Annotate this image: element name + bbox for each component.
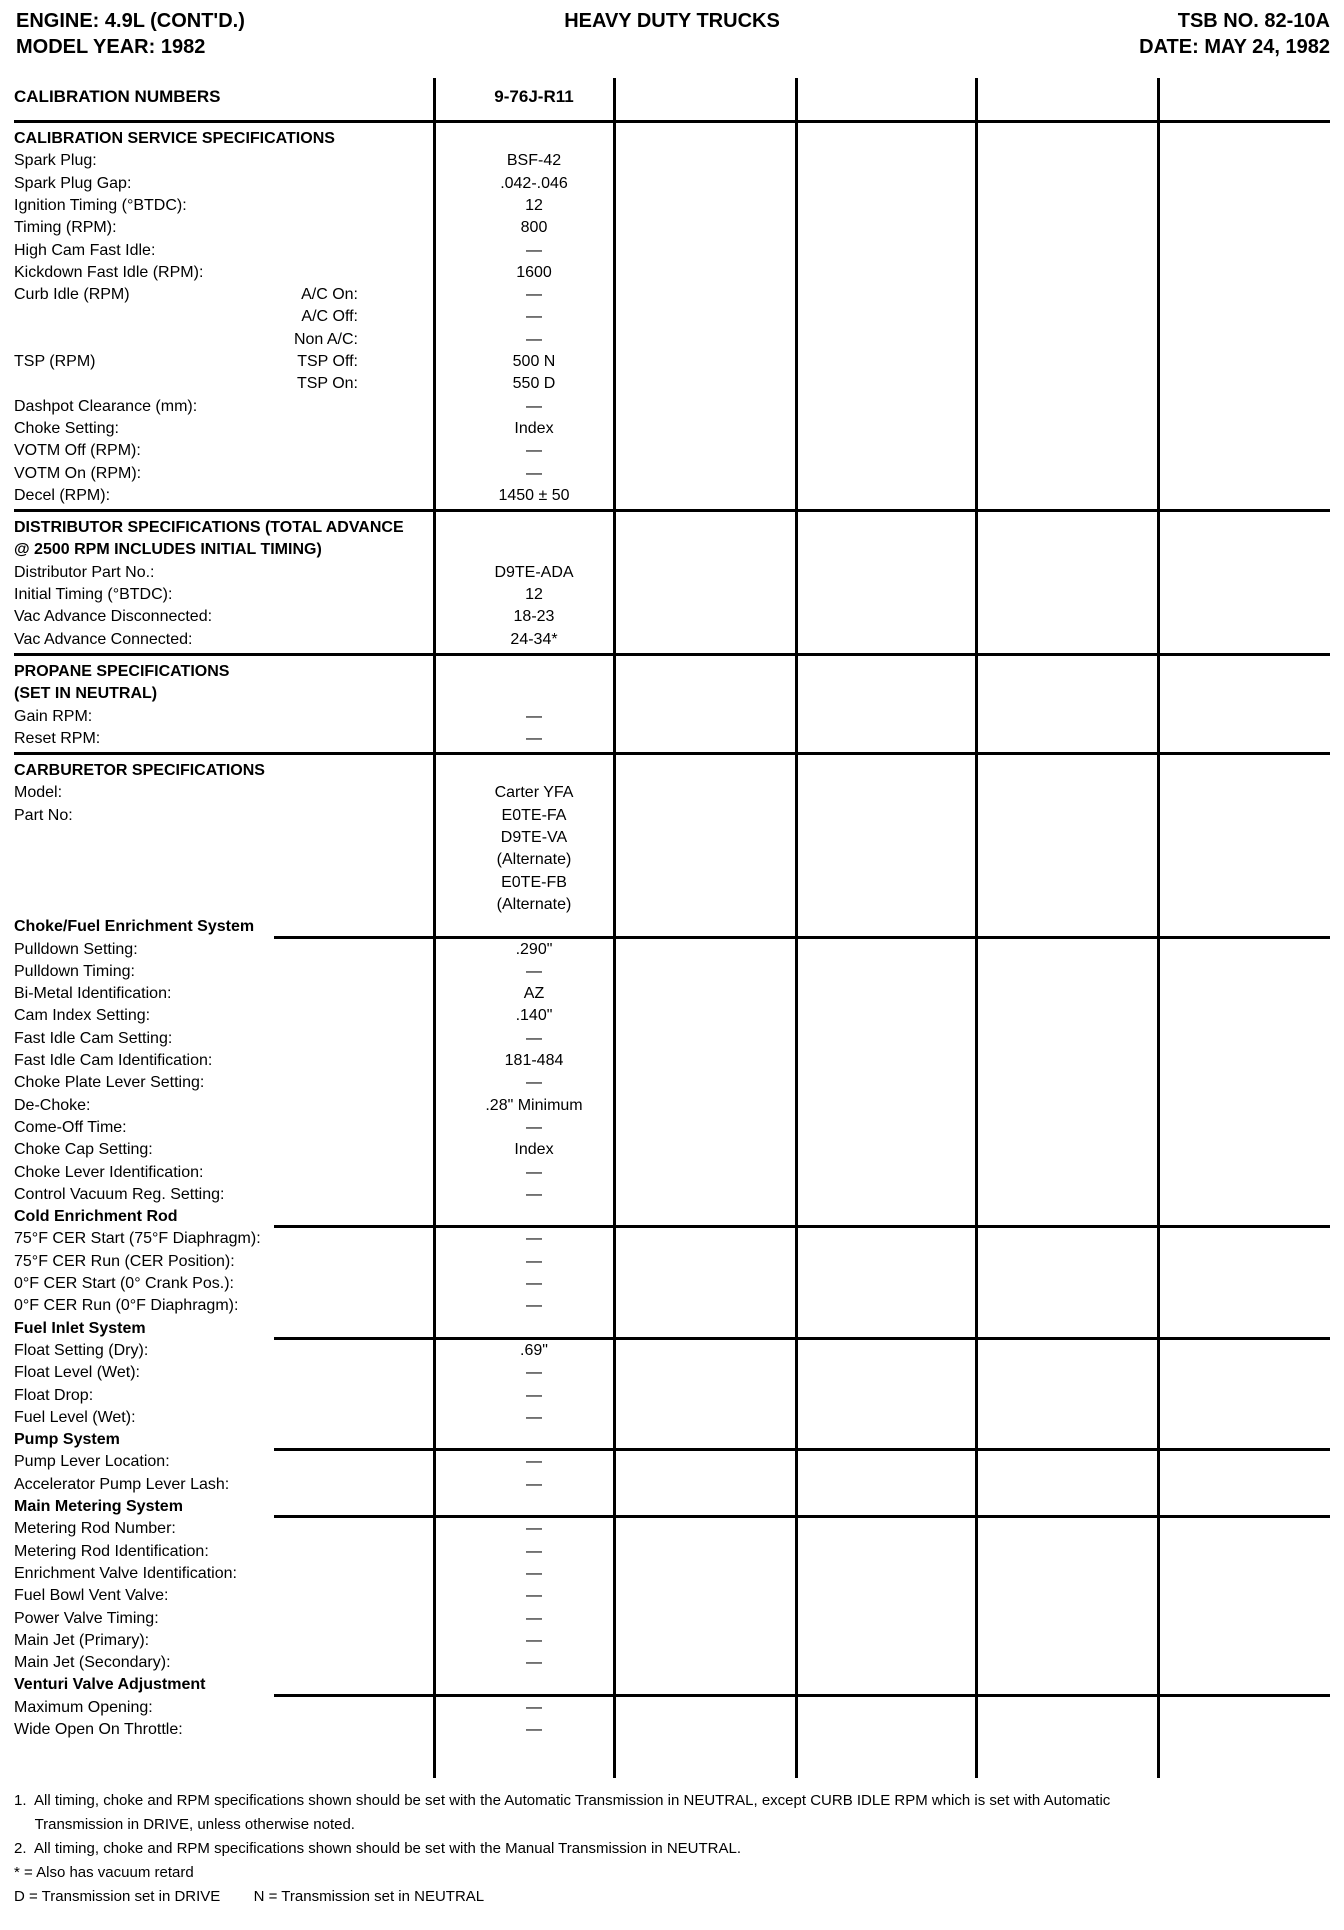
spec-value: — [526, 1163, 542, 1181]
spec-value: BSF-42 [506, 152, 562, 170]
subsection-title: Venturi Valve Adjustment [14, 1676, 206, 1694]
spec-label: Fuel Level (Wet): [14, 1408, 136, 1426]
spec-value: — [526, 1118, 542, 1136]
spec-label: Dashpot Clearance (mm): [14, 397, 198, 415]
spec-value: — [526, 397, 542, 415]
spec-row [14, 1050, 1330, 1072]
bulletin-date: DATE: MAY 24, 1982 [1139, 36, 1330, 58]
spec-label: Fast Idle Cam Setting: [14, 1029, 173, 1047]
spec-label: Vac Advance Connected: [14, 630, 193, 648]
spec-row [14, 1362, 1330, 1384]
section-title: CARBURETOR SPECIFICATIONS [14, 762, 265, 780]
spec-value: .28" Minimum [485, 1096, 583, 1114]
subsection-title: Main Metering System [14, 1498, 183, 1515]
spec-value: — [526, 1721, 542, 1738]
spec-label: Float Level (Wet): [14, 1364, 140, 1382]
spec-row [14, 284, 1330, 306]
spec-value: — [526, 1364, 542, 1382]
spec-row [14, 1652, 1330, 1674]
page-title: HEAVY DUTY TRUCKS [564, 10, 780, 32]
spec-value: — [526, 1453, 542, 1471]
spec-value: — [526, 1029, 542, 1047]
spec-label: Metering Rod Identification: [14, 1542, 209, 1560]
spec-value: — [526, 330, 542, 348]
spec-row [14, 217, 1330, 239]
spec-label: Curb Idle (RPM) [14, 286, 130, 304]
spec-row [14, 562, 1330, 584]
spec-value: — [526, 707, 542, 725]
spec-row [14, 463, 1330, 485]
spec-value: — [526, 1564, 542, 1582]
spec-label: Cam Index Setting: [14, 1007, 151, 1025]
spec-row [14, 1117, 1330, 1139]
spec-value: — [526, 1408, 542, 1426]
spec-row [14, 1295, 1330, 1317]
spec-value: 800 [520, 219, 548, 237]
spec-label: Gain RPM: [14, 707, 93, 725]
spec-row [14, 1340, 1330, 1362]
spec-row [14, 706, 1330, 728]
spec-row [14, 440, 1330, 462]
spec-row [14, 1139, 1330, 1161]
spec-value: — [526, 1520, 542, 1538]
spec-value: 1450 ± 50 [498, 486, 570, 504]
spec-row [14, 173, 1330, 195]
spec-label: TSP (RPM) [14, 353, 96, 370]
spec-row [14, 827, 1330, 849]
spec-value: Carter YFA [494, 784, 574, 802]
subsection-title: Cold Enrichment Rod [14, 1208, 178, 1226]
spec-row [14, 894, 1330, 916]
spec-value: 24-34* [510, 630, 558, 648]
section-title-row [14, 128, 1330, 150]
spec-row [14, 351, 1330, 373]
spec-label: Pulldown Timing: [14, 962, 135, 980]
spec-value: .290" [515, 940, 553, 958]
spec-row [14, 1407, 1330, 1429]
spec-value: .69" [520, 1341, 548, 1359]
row-divider [14, 752, 1330, 755]
spec-label: Initial Timing (°BTDC): [14, 586, 173, 603]
spec-value: 500 N [512, 353, 556, 370]
spec-row [14, 1630, 1330, 1652]
row-divider [14, 120, 1330, 123]
spec-row [14, 961, 1330, 983]
spec-label: Wide Open On Throttle: [14, 1721, 183, 1738]
spec-row [14, 1541, 1330, 1563]
spec-row [14, 629, 1330, 651]
spec-label: Decel (RPM): [14, 486, 111, 504]
spec-value: — [526, 308, 542, 326]
spec-row [14, 1474, 1330, 1496]
spec-value: D9TE-ADA [494, 563, 574, 581]
spec-value: — [526, 729, 542, 747]
footnote: 2. All timing, choke and RPM specifications shown should be set with the Manual Transmission in NEUTRAL. [14, 1840, 742, 1857]
section-title-row [14, 760, 1330, 782]
spec-label: Power Valve Timing: [14, 1609, 159, 1627]
spec-row [14, 1518, 1330, 1540]
spec-label: 0°F CER Run (0°F Diaphragm): [14, 1297, 239, 1315]
subsection-title: Choke/Fuel Enrichment System [14, 918, 255, 936]
spec-row [14, 329, 1330, 351]
spec-value: — [526, 1587, 542, 1605]
spec-label: 75°F CER Run (CER Position): [14, 1252, 235, 1270]
spec-value: 550 D [512, 375, 556, 393]
subsection-title: Pump System [14, 1431, 120, 1449]
spec-value: 1600 [516, 263, 552, 281]
spec-label: De-Choke: [14, 1096, 91, 1114]
spec-row [14, 1273, 1330, 1295]
section-title-row [14, 517, 1330, 539]
spec-value: AZ [523, 985, 545, 1003]
section-title: CALIBRATION SERVICE SPECIFICATIONS [14, 130, 335, 147]
spec-value: 12 [525, 586, 543, 603]
spec-row [14, 872, 1330, 894]
spec-label: Fuel Bowl Vent Valve: [14, 1587, 169, 1605]
spec-row [14, 1585, 1330, 1607]
spec-label: Pump Lever Location: [14, 1453, 170, 1471]
spec-label: Spark Plug: [14, 152, 97, 170]
spec-value: — [526, 1275, 542, 1292]
footnotes [14, 1790, 1330, 1910]
spec-value: — [526, 1297, 542, 1315]
spec-row [14, 1385, 1330, 1407]
spec-row [14, 939, 1330, 961]
spec-row [14, 485, 1330, 507]
spec-value: — [526, 1631, 542, 1649]
spec-row [14, 418, 1330, 440]
spec-row [14, 606, 1330, 628]
spec-row [14, 1608, 1330, 1630]
spec-label: Choke Plate Lever Setting: [14, 1074, 205, 1092]
spec-row [14, 849, 1330, 871]
spec-label: Metering Rod Number: [14, 1520, 176, 1538]
section-title: DISTRIBUTOR SPECIFICATIONS (TOTAL ADVANCE [14, 519, 404, 537]
spec-row [14, 1028, 1330, 1050]
spec-value: — [526, 1074, 542, 1092]
spec-value: — [526, 464, 542, 482]
spec-value: E0TE-FB [501, 873, 567, 891]
spec-label: Accelerator Pump Lever Lash: [14, 1475, 230, 1493]
spec-label: Main Jet (Primary): [14, 1631, 150, 1649]
spec-row [14, 1251, 1330, 1273]
spec-label: VOTM Off (RPM): [14, 442, 141, 460]
spec-row [14, 728, 1330, 750]
spec-label: Reset RPM: [14, 729, 101, 747]
spec-label: Choke Cap Setting: [14, 1141, 153, 1159]
spec-sublabel: A/C On: [301, 286, 358, 304]
spec-row [14, 584, 1330, 606]
spec-value: 12 [525, 196, 543, 214]
tsb-number: TSB NO. 82-10A [1177, 10, 1330, 32]
model-year-label: MODEL YEAR: 1982 [16, 36, 206, 58]
row-divider [14, 653, 1330, 656]
spec-row [14, 1697, 1330, 1719]
spec-value: 181-484 [504, 1052, 564, 1069]
spec-sublabel: A/C Off: [301, 308, 358, 326]
spec-label: 75°F CER Start (75°F Diaphragm): [14, 1230, 261, 1248]
calibration-table [14, 78, 1330, 1778]
spec-label: Timing (RPM): [14, 219, 117, 237]
spec-value: — [526, 1252, 542, 1270]
spec-row [14, 1072, 1330, 1094]
subsection-title: Fuel Inlet System [14, 1319, 146, 1337]
spec-row [14, 1184, 1330, 1206]
spec-label: Pulldown Setting: [14, 940, 138, 958]
spec-row [14, 1451, 1330, 1473]
section-title-row [14, 661, 1330, 683]
spec-value: Index [514, 419, 554, 437]
spec-label: Main Jet (Secondary): [14, 1654, 171, 1672]
calibration-number: 9-76J-R11 [494, 87, 574, 106]
spec-row [14, 1719, 1330, 1741]
spec-row [14, 983, 1330, 1005]
spec-label: Choke Lever Identification: [14, 1163, 204, 1181]
spec-sublabel: TSP On: [296, 375, 358, 393]
spec-value: D9TE-VA [500, 829, 568, 846]
spec-value: Index [514, 1141, 554, 1159]
spec-label: Come-Off Time: [14, 1118, 127, 1136]
spec-label: Enrichment Valve Identification: [14, 1564, 237, 1582]
spec-row [14, 805, 1330, 827]
spec-label: Control Vacuum Reg. Setting: [14, 1185, 225, 1203]
spec-value: — [526, 442, 542, 460]
footnote: Transmission in DRIVE, unless otherwise noted. [14, 1816, 355, 1833]
spec-label: VOTM On (RPM): [14, 464, 142, 482]
spec-row [14, 1005, 1330, 1027]
spec-row [14, 240, 1330, 262]
spec-value: — [526, 1230, 542, 1248]
footnote: 1. All timing, choke and RPM specifications shown should be set with the Automatic Transmission in NEUTRAL, except CURB IDLE RPM which is set with Automatic [14, 1792, 1111, 1809]
section-title: (SET IN NEUTRAL) [14, 685, 158, 703]
spec-value: .140" [515, 1007, 553, 1025]
spec-row [14, 1563, 1330, 1585]
spec-value: (Alternate) [496, 851, 572, 869]
spec-label: Spark Plug Gap: [14, 174, 132, 192]
spec-value: — [526, 1654, 542, 1672]
engine-label: ENGINE: 4.9L (CONT'D.) [16, 10, 245, 32]
spec-label: Fast Idle Cam Identification: [14, 1052, 213, 1069]
spec-label: 0°F CER Start (0° Crank Pos.): [14, 1275, 234, 1292]
spec-label: Float Setting (Dry): [14, 1341, 149, 1359]
spec-row [14, 1228, 1330, 1250]
spec-value: — [526, 241, 542, 259]
column-header-label: CALIBRATION NUMBERS [14, 87, 221, 106]
spec-row [14, 1162, 1330, 1184]
spec-row [14, 195, 1330, 217]
column-header-row [14, 86, 1330, 108]
spec-value: — [526, 1609, 542, 1627]
spec-value: — [526, 1475, 542, 1493]
spec-label: Choke Setting: [14, 419, 119, 437]
spec-value: — [526, 1185, 542, 1203]
spec-sublabel: Non A/C: [293, 330, 358, 348]
spec-label: Bi-Metal Identification: [14, 985, 172, 1003]
spec-value: — [526, 1386, 542, 1404]
spec-sublabel: TSP Off: [297, 353, 358, 370]
spec-value: .042-.046 [500, 174, 568, 192]
section-title: PROPANE SPECIFICATIONS [14, 662, 230, 680]
spec-value: — [526, 286, 542, 304]
spec-row [14, 782, 1330, 804]
footnote: * = Also has vacuum retard [14, 1864, 194, 1881]
spec-label: Ignition Timing (°BTDC): [14, 196, 187, 214]
row-divider [14, 509, 1330, 512]
spec-label: Part No: [14, 806, 73, 824]
spec-label: High Cam Fast Idle: [14, 241, 156, 259]
spec-row [14, 1095, 1330, 1117]
section-title-row [14, 539, 1330, 561]
spec-label: Maximum Opening: [14, 1698, 153, 1716]
spec-value: — [526, 1698, 542, 1716]
spec-value: — [526, 962, 542, 980]
spec-value: E0TE-FA [501, 806, 567, 824]
spec-label: Float Drop: [14, 1386, 94, 1404]
section-title-row [14, 683, 1330, 705]
section-title: @ 2500 RPM INCLUDES INITIAL TIMING) [14, 541, 322, 559]
spec-value: — [526, 1542, 542, 1560]
spec-label: Model: [14, 784, 63, 802]
spec-label: Distributor Part No.: [14, 563, 155, 581]
header-right [1139, 8, 1330, 60]
spec-row [14, 396, 1330, 418]
spec-row [14, 262, 1330, 284]
spec-row [14, 306, 1330, 328]
spec-label: Kickdown Fast Idle (RPM): [14, 263, 204, 281]
footnote: D = Transmission set in DRIVE N = Transmission set in NEUTRAL [14, 1888, 485, 1905]
spec-row [14, 373, 1330, 395]
spec-value: (Alternate) [496, 895, 572, 913]
spec-value: 18-23 [513, 608, 555, 626]
spec-label: Vac Advance Disconnected: [14, 608, 213, 626]
spec-row [14, 150, 1330, 172]
